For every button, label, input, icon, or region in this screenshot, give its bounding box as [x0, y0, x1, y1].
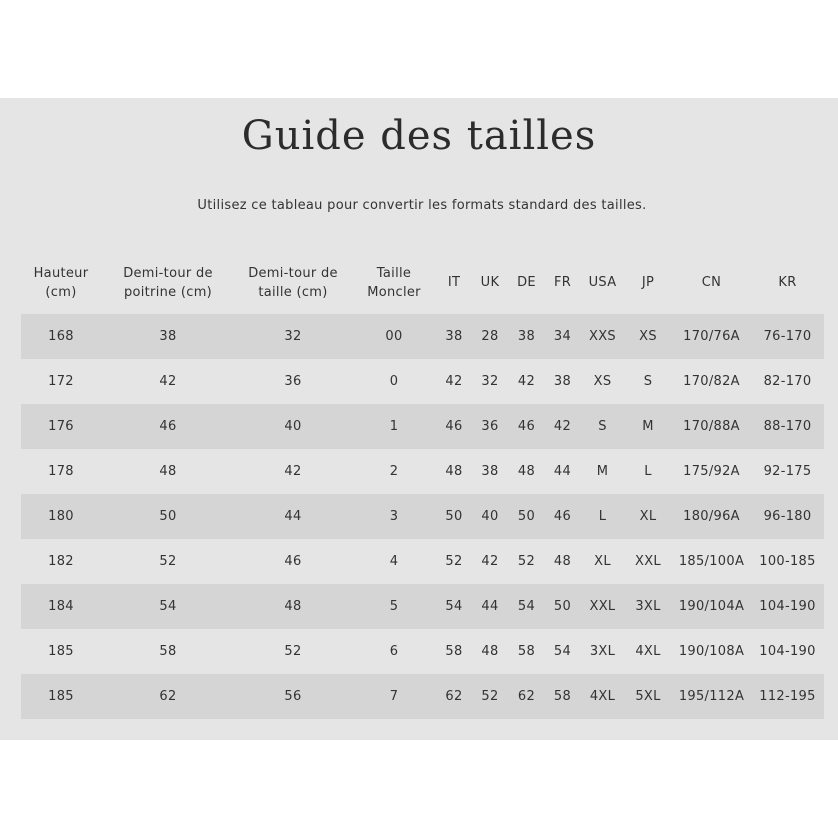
table-cell: 190/108A: [672, 629, 751, 674]
table-cell: 42: [471, 539, 509, 584]
table-cell: 5: [351, 584, 437, 629]
table-cell: 54: [509, 584, 544, 629]
table-cell: 44: [544, 449, 581, 494]
table-cell: 176: [21, 404, 101, 449]
column-header-label: KR: [778, 275, 797, 290]
table-cell: 48: [437, 449, 471, 494]
table-cell: M: [581, 449, 624, 494]
table-cell: 42: [509, 359, 544, 404]
table-cell: 62: [437, 674, 471, 719]
table-cell: 42: [101, 359, 235, 404]
table-cell: M: [624, 404, 672, 449]
table-body: [21, 314, 824, 719]
table-cell: 42: [437, 359, 471, 404]
table-cell: XXS: [581, 314, 624, 359]
column-header-label: Demi-tour de: [123, 265, 213, 281]
table-cell: 46: [235, 539, 351, 584]
table-cell: 50: [544, 584, 581, 629]
table-cell: XS: [581, 359, 624, 404]
column-header-label: Hauteur: [33, 265, 89, 281]
table-cell: 0: [351, 359, 437, 404]
table-cell: 36: [471, 404, 509, 449]
table-cell: 52: [471, 674, 509, 719]
table-cell: XL: [624, 494, 672, 539]
table-cell: 32: [235, 314, 351, 359]
table-cell: 52: [437, 539, 471, 584]
table-row: [21, 404, 824, 449]
table-cell: 48: [509, 449, 544, 494]
table-cell: 168: [21, 314, 101, 359]
table-row: [21, 314, 824, 359]
table-cell: 4XL: [581, 674, 624, 719]
column-header-label: JP: [641, 275, 655, 290]
table-row: [21, 359, 824, 404]
table-cell: 32: [471, 359, 509, 404]
table-cell: 50: [437, 494, 471, 539]
column-header: [235, 260, 351, 305]
table-cell: 34: [544, 314, 581, 359]
table-cell: 82-170: [751, 359, 824, 404]
table-cell: 4: [351, 539, 437, 584]
table-cell: 38: [437, 314, 471, 359]
table-cell: 88-170: [751, 404, 824, 449]
table-cell: XXL: [581, 584, 624, 629]
column-header: [471, 260, 509, 305]
table-cell: 190/104A: [672, 584, 751, 629]
table-cell: 178: [21, 449, 101, 494]
column-header: [21, 260, 101, 305]
table-cell: 195/112A: [672, 674, 751, 719]
table-cell: 54: [437, 584, 471, 629]
table-cell: 112-195: [751, 674, 824, 719]
column-header: [624, 260, 672, 305]
column-header: [544, 260, 581, 305]
table-cell: 5XL: [624, 674, 672, 719]
table-cell: 40: [235, 404, 351, 449]
table-cell: 3XL: [624, 584, 672, 629]
table-cell: 170/88A: [672, 404, 751, 449]
table-cell: 1: [351, 404, 437, 449]
table-cell: 54: [544, 629, 581, 674]
table-cell: 36: [235, 359, 351, 404]
table-cell: 28: [471, 314, 509, 359]
table-cell: 104-190: [751, 584, 824, 629]
column-header: [751, 260, 824, 305]
table-row: [21, 629, 824, 674]
column-header-label: USA: [588, 275, 617, 290]
table-cell: 7: [351, 674, 437, 719]
table-cell: 48: [235, 584, 351, 629]
table-cell: 185: [21, 629, 101, 674]
table-cell: 3XL: [581, 629, 624, 674]
table-cell: 40: [471, 494, 509, 539]
table-cell: 52: [101, 539, 235, 584]
table-row: [21, 539, 824, 584]
table-cell: 6: [351, 629, 437, 674]
table-cell: 50: [101, 494, 235, 539]
table-cell: 42: [544, 404, 581, 449]
table-cell: 170/76A: [672, 314, 751, 359]
table-cell: 00: [351, 314, 437, 359]
table-cell: 180/96A: [672, 494, 751, 539]
table-cell: 56: [235, 674, 351, 719]
table-cell: 52: [235, 629, 351, 674]
table-cell: 38: [544, 359, 581, 404]
table-cell: 182: [21, 539, 101, 584]
table-cell: 185: [21, 674, 101, 719]
table-cell: 52: [509, 539, 544, 584]
size-conversion-table: [21, 260, 824, 719]
table-cell: 46: [437, 404, 471, 449]
column-header: [581, 260, 624, 305]
header-spacer: [21, 305, 824, 314]
column-header-label: (cm): [45, 284, 77, 300]
column-header: [101, 260, 235, 305]
table-cell: 104-190: [751, 629, 824, 674]
table-cell: 58: [101, 629, 235, 674]
table-cell: 184: [21, 584, 101, 629]
table-cell: 48: [544, 539, 581, 584]
column-header-label: Taille: [376, 265, 412, 281]
table-cell: S: [624, 359, 672, 404]
table-cell: 38: [101, 314, 235, 359]
table-cell: 4XL: [624, 629, 672, 674]
column-header: [509, 260, 544, 305]
table-cell: 2: [351, 449, 437, 494]
table-cell: XXL: [624, 539, 672, 584]
table-cell: 62: [509, 674, 544, 719]
table-row: [21, 449, 824, 494]
column-header: [672, 260, 751, 305]
column-header-label: poitrine (cm): [123, 284, 213, 300]
column-header-label: FR: [553, 275, 572, 290]
table-cell: 96-180: [751, 494, 824, 539]
table-cell: 58: [544, 674, 581, 719]
table-cell: 170/82A: [672, 359, 751, 404]
table-cell: L: [624, 449, 672, 494]
table-header: [21, 260, 824, 314]
table-cell: L: [581, 494, 624, 539]
table-cell: XL: [581, 539, 624, 584]
column-header-label: DE: [517, 275, 536, 290]
table-cell: 172: [21, 359, 101, 404]
table-cell: 46: [509, 404, 544, 449]
table-cell: 180: [21, 494, 101, 539]
table-cell: 100-185: [751, 539, 824, 584]
table-cell: 58: [437, 629, 471, 674]
table-cell: 54: [101, 584, 235, 629]
table-cell: 42: [235, 449, 351, 494]
table-row: [21, 674, 824, 719]
table-cell: 62: [101, 674, 235, 719]
table-cell: 3: [351, 494, 437, 539]
table-cell: 48: [471, 629, 509, 674]
column-header-label: taille (cm): [258, 284, 328, 300]
table-cell: 50: [509, 494, 544, 539]
table-cell: 48: [101, 449, 235, 494]
table-row: [21, 494, 824, 539]
table-cell: 46: [544, 494, 581, 539]
table-cell: 175/92A: [672, 449, 751, 494]
header-row: [21, 260, 824, 305]
table-row: [21, 584, 824, 629]
column-header-label: Demi-tour de: [248, 265, 338, 281]
table-cell: 76-170: [751, 314, 824, 359]
column-header-label: Moncler: [367, 284, 421, 300]
table-cell: XS: [624, 314, 672, 359]
column-header-label: IT: [447, 275, 461, 290]
page-subtitle: Utilisez ce tableau pour convertir les formats standard des tailles.: [197, 198, 647, 213]
table-cell: S: [581, 404, 624, 449]
column-header: [437, 260, 471, 305]
column-header-label: CN: [701, 275, 722, 290]
table-cell: 185/100A: [672, 539, 751, 584]
table-cell: 38: [471, 449, 509, 494]
table-cell: 38: [509, 314, 544, 359]
table-cell: 44: [471, 584, 509, 629]
column-header: [351, 260, 437, 305]
column-header-label: UK: [480, 275, 500, 290]
table-cell: 44: [235, 494, 351, 539]
table-cell: 58: [509, 629, 544, 674]
table-cell: 92-175: [751, 449, 824, 494]
page-title: Guide des tailles: [241, 113, 597, 159]
table-cell: 46: [101, 404, 235, 449]
